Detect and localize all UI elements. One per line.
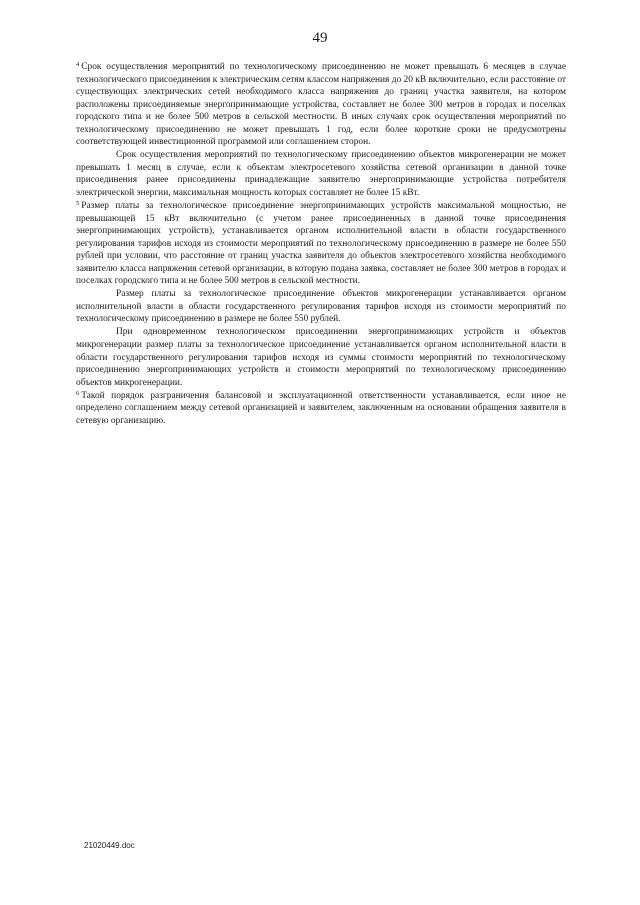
footnote-5 — [76, 200, 566, 389]
footnote-6 — [76, 390, 566, 428]
footnote-marker: 5 — [76, 200, 80, 208]
footnote-paragraph: Срок осуществления мероприятий по технологическому присоединению объектов микрогенерации не может превышать 1 месяц в случае, если к объектам электросетевого хозяйства сетевой организации в данной точке присоединения ранее присоединены принадлежащие заявителю энергопринимающие устройства потребителя электрической энергии, максимальная мощность которых составляет не более 15 кВт. — [76, 150, 566, 198]
footnote-text: Такой порядок разграничения балансовой и эксплуатационной ответственности устанавливается, если иное не определено соглашением между сетевой организацией и заявителем, заключенным на основании обращения заявителя в сетевую организацию. — [76, 390, 566, 426]
footnote-paragraph — [76, 390, 566, 428]
footnote-marker: 4 — [76, 61, 80, 68]
footnote-paragraph: При одновременном технологическом присоединении энергопринимающих устройств и объектов микрогенерации размер платы за технологическое присоединение устанавливается органом исполнительной власти в области государственного регулирования тарифов исходя из суммы стоимости мероприятий по технологическому присоединению энергопринимающих устройств и стоимости мероприятий по технологическому присоединению объектов микрогенерации. — [76, 327, 566, 388]
footnote-paragraph — [76, 200, 566, 288]
footnotes — [76, 61, 566, 428]
document-filename: 21020449.doc — [84, 841, 135, 850]
footnote-text: Размер платы за технологическое присоединение энергопринимающих устройств максимальной мощностью, не превышающей 15 кВт включительно (с учетом ранее присоединенных в данной точке присоединения энергопринимающих устройств), устанавливается органом исполнительной власти в области государственного регулирования тарифов исходя из стоимости мероприятий по технологическому присоединению в размере не более 550 рублей при условии, что расстояние от границ участка заявителя до объектов электросетевого хозяйства необходимого заявителю класса напряжения сетевой организации, в которую подана заявка, составляет не более 300 метров в городах и поселках городского типа и не более 500 метров в сельской местности. — [76, 201, 566, 287]
footnote-text: Срок осуществления мероприятий по технологическому присоединению не может превышать 6 месяцев в случае технологического присоединения к электрическим сетям классом напряжения до 20 кВ включительно, если расстояние от существующих электрических сетей необходимого класса напряжения до границ участка заявителя, на котором расположены присоединяемые энергопринимающие устройства, составляет не более 300 метров в городах и поселках городского типа и не более 500 метров в сельской местности. В иных случаях срок осуществления мероприятий по технологическому присоединению не может превышать 1 год, если более короткие сроки не предусмотрены соответствующей инвестиционной программой или соглашением сторон. — [76, 62, 566, 148]
footnote-4 — [76, 61, 566, 200]
footnote-paragraph: Размер платы за технологическое присоединение объектов микрогенерации устанавливается органом исполнительной власти в области государственного регулирования тарифов исходя из стоимости мероприятий по технологическому присоединению в размере не более 550 рублей. — [76, 289, 566, 325]
footnote-marker: 6 — [76, 389, 80, 397]
page-number: 49 — [312, 30, 328, 46]
footnote-paragraph — [76, 61, 566, 149]
